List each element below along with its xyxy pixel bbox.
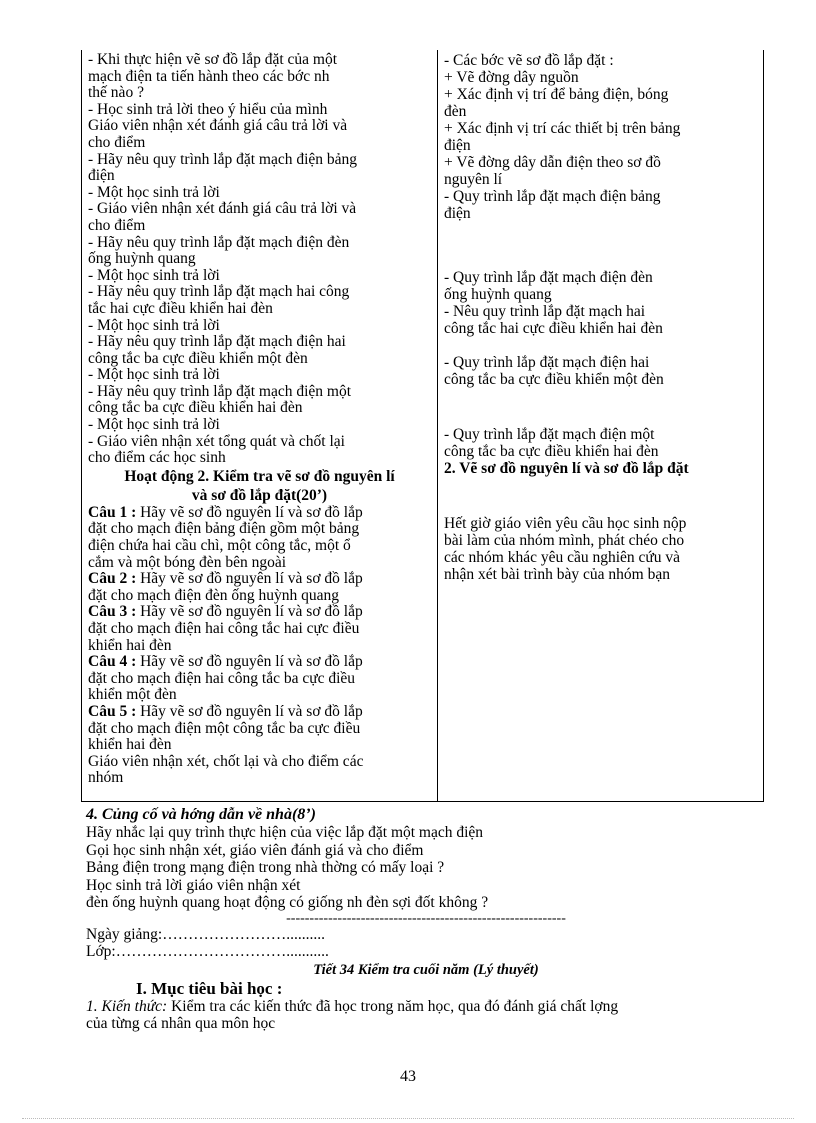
left-text-line: - Giáo viên nhận xét tổng quát và chốt lại [88,432,345,450]
left-text-line: - Một học sinh trả lời [88,183,220,201]
right-text-line: - Quy trình lắp đặt mạch điện bảng [444,188,661,205]
right-text-line: công tắc hai cực điều khiển hai đèn [444,320,663,337]
question-text: Hãy vẽ sơ đồ nguyên lí và sơ đồ lắp [136,653,363,671]
section-4-line: Bảng điện trong mạng điện trong nhà thờng có mấy loại ? [86,859,445,876]
right-text-line: - Nêu quy trình lắp đặt mạch hai [444,303,646,320]
question-text: Hãy vẽ sơ đồ nguyên lí và sơ đồ lắp [136,503,363,521]
question-item [88,505,431,522]
knowledge-text-2: của từng cá nhân qua môn học [86,1015,276,1032]
left-text-line: - Một học sinh trả lời [88,416,220,434]
section-4-line: Gọi học sinh nhận xét, giáo viên đánh giá và cho điểm [86,841,424,859]
activity-heading-line-1: Hoạt động 2. Kiểm tra vẽ sơ đồ nguyên lí [124,467,395,485]
question-text-line: khiển hai đèn [88,736,172,754]
steps-block [444,52,757,222]
section-4-line: đèn ống huỳnh quang hoạt động có giống nh đèn sợi đốt không ? [86,894,489,911]
left-text-line: - Giáo viên nhận xét đánh giá câu trả lời và [88,200,357,218]
class-line: Lớp:……………………………........... [86,943,329,960]
left-text-line: cho điểm [88,216,146,234]
closing-line: nhóm [88,769,124,787]
post-table-section [86,806,766,1033]
question-text: Hãy vẽ sơ đồ nguyên lí và sơ đồ lắp [136,570,363,588]
right-text-line: - Các bớc vẽ sơ đồ lắp đặt : [444,52,614,69]
question-item [88,571,431,588]
question-item [88,704,431,721]
question-text-line: đặt cho mạch điện hai công tắc ba cực điều [88,669,356,687]
right-text-line: + Xác định vị trí để bảng điện, bóng [444,86,669,103]
question-text-line: khiển một đèn [88,686,177,704]
right-text-line: + Xác định vị trí các thiết bị trên bảng [444,120,681,137]
question-text-line: điện chứa hai cầu chì, một công tắc, một ổ [88,537,351,555]
section-4-line: Học sinh trả lời giáo viên nhận xét [86,876,301,894]
question-label: Câu 5 : [88,702,137,720]
teacher-activity-column [82,50,438,801]
knowledge-label: 1. Kiến thức: [86,997,168,1015]
right-text-line: bài làm của nhóm mình, phát chéo cho [444,532,685,549]
question-text-line: đặt cho mạch điện đèn ống huỳnh quang [88,586,339,604]
left-text-line: - Một học sinh trả lời [88,316,220,334]
left-text-line: - Hãy nêu quy trình lắp đặt mạch điện một [88,382,352,400]
date-line: Ngày giảng:…………………….......... [86,925,325,943]
left-text-line: - Một học sinh trả lời [88,366,220,384]
left-text-line: công tắc ba cực điều khiển một đèn [88,349,308,367]
page-number: 43 [400,1068,416,1085]
right-text-line: đèn [444,103,467,120]
right-text-line: Hết giờ giáo viên yêu cầu học sinh nộp [444,515,687,532]
question-label: Câu 4 : [88,653,137,671]
right-text-line: nguyên lí [444,171,503,188]
question-text-line: đặt cho mạch điện hai công tắc hai cực điều [88,620,360,637]
right-text-line: ống huỳnh quang [444,286,552,303]
right-text-line: + Vẽ đờng dây nguồn [444,69,579,86]
left-text-line: Giáo viên nhận xét đánh giá câu trả lời và [88,117,348,135]
left-text-line: - Học sinh trả lời theo ý hiểu của mình [88,100,328,118]
separator-dashes: ------------------------------------------------------------ [286,910,566,926]
section-4-line: Hãy nhắc lại quy trình thực hiện của việc lắp đặt một mạch điện [86,824,484,841]
right-text-line: các nhóm khác yêu cầu nghiên cứu và [444,549,681,566]
question-item [88,604,431,621]
question-label: Câu 1 : [88,503,137,521]
question-text-line: đặt cho mạch điện bảng điện gồm một bảng [88,520,360,538]
left-text-line: - Khi thực hiện vẽ sơ đồ lắp đặt của một [88,51,338,68]
left-text-line: cho điểm các học sinh [88,449,226,467]
right-text-line: công tắc ba cực điều khiển một đèn [444,371,664,388]
fluorescent-block [444,269,757,337]
knowledge-line [86,998,766,1016]
left-text-line: - Hãy nêu quy trình lắp đặt mạch điện bảng [88,150,358,168]
right-text-line: + Vẽ đờng dây dẫn điện theo sơ đồ [444,154,661,171]
right-text-line: điện [444,205,471,222]
two-switch-block [444,354,757,388]
right-text-line: nhận xét bài trình bày của nhóm bạn [444,566,670,583]
activity-heading-line-2: và sơ đồ lắp đặt(20’) [191,486,328,504]
left-text-line: ống huỳnh quang [88,250,196,268]
right-text-line: - Quy trình lắp đặt mạch điện hai [444,354,650,371]
footer-rule [22,1118,794,1119]
left-text-line: điện [88,167,115,185]
right-text-line: điện [444,137,471,154]
activity-heading [88,467,431,505]
objectives-heading: I. Mục tiêu bài học : [136,978,283,998]
left-text-line: - Hãy nêu quy trình lắp đặt mạch điện hai [88,333,346,351]
closing-line: Giáo viên nhận xét, chốt lại và cho điểm các [88,752,364,770]
left-text-line: công tắc ba cực điều khiển hai đèn [88,399,303,417]
left-text-line: - Một học sinh trả lời [88,266,220,284]
question-text-line: đặt cho mạch điện một công tắc ba cực điều [88,719,361,737]
right-text-line: - Quy trình lắp đặt mạch điện đèn [444,269,653,286]
question-list [88,505,431,754]
section-4-title: 4. Củng cố và hớng dẫn về nhà(8’) [86,806,316,823]
left-text-line: cho điểm [88,133,146,151]
lesson-title: Tiết 34 Kiểm tra cuối năm (Lý thuyết) [313,961,539,978]
right-text-line: - Quy trình lắp đặt mạch điện một [444,426,655,443]
closing-lines [88,754,431,787]
content-column [438,50,763,801]
question-text-line: cắm và một bóng đèn bên ngoài [88,553,287,571]
question-text: Hãy vẽ sơ đồ nguyên lí và sơ đồ lắp [136,603,363,621]
knowledge-text: Kiểm tra các kiến thức đã học trong năm học, qua đó đánh giá chất lợng [167,997,619,1015]
right-heading: 2. Vẽ sơ đồ nguyên lí và sơ đồ lắp đặt [444,460,689,477]
question-item [88,654,431,671]
question-text-line: khiển hai đèn [88,636,172,654]
left-text-line: thế nào ? [88,84,144,102]
question-label: Câu 2 : [88,570,137,588]
one-switch-block [444,426,757,460]
submission-block [444,515,757,583]
left-text-line: mạch điện ta tiến hành theo các bớc nh [88,67,330,85]
section-4-lines [86,824,766,912]
left-text-line: - Hãy nêu quy trình lắp đặt mạch điện đèn [88,233,350,251]
lesson-table [81,50,764,802]
question-text: Hãy vẽ sơ đồ nguyên lí và sơ đồ lắp [136,702,363,720]
right-text-line: công tắc ba cực điều khiển hai đèn [444,443,659,460]
left-question-lines [88,52,431,467]
question-label: Câu 3 : [88,603,137,621]
left-text-line: tắc hai cực điều khiển hai đèn [88,299,273,317]
left-text-line: - Hãy nêu quy trình lắp đặt mạch hai công [88,283,350,301]
